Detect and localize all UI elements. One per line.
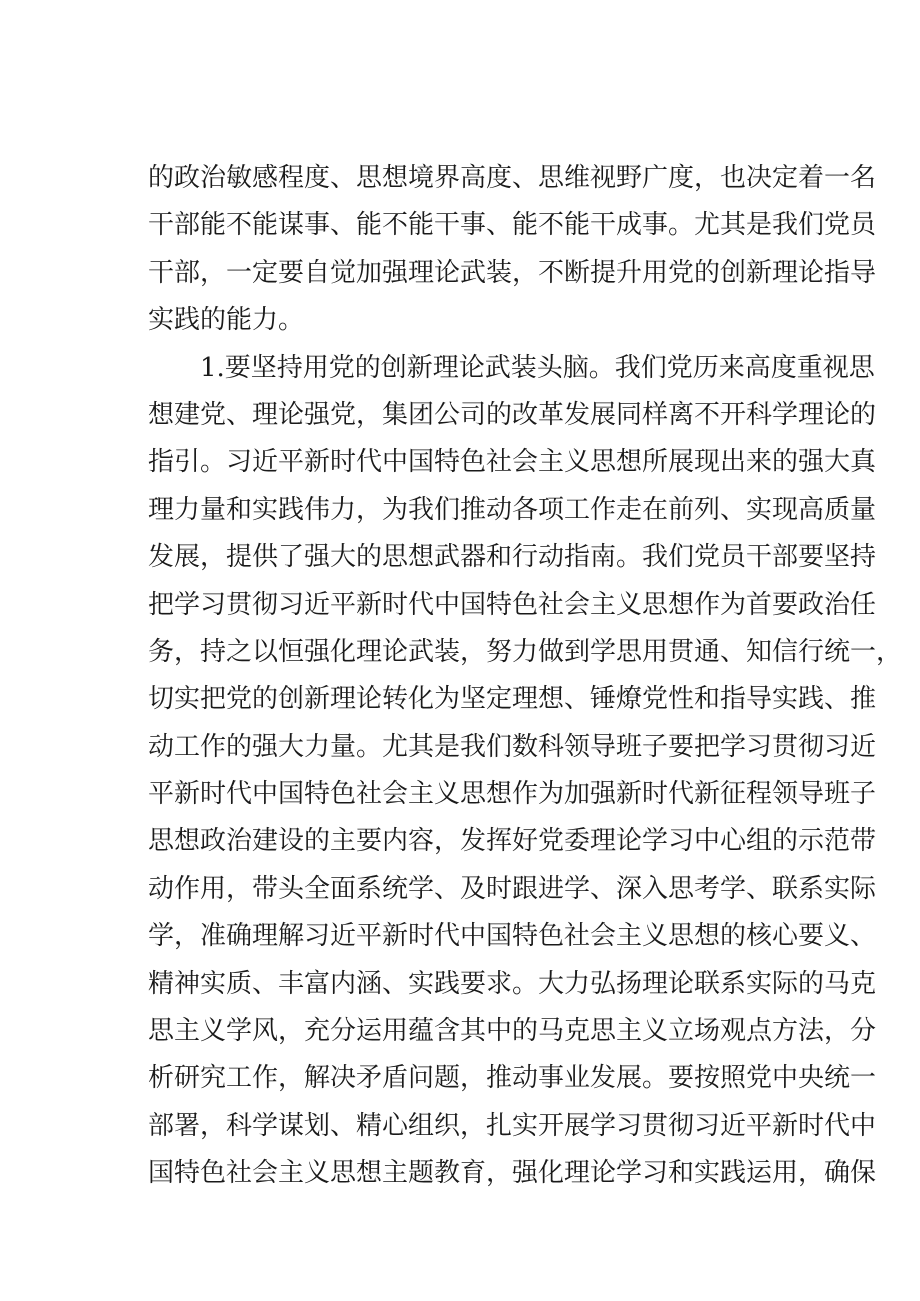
- text-line: 部署，科学谋划、精心组织，扎实开展学习贯彻习近平新时代中: [148, 1110, 877, 1141]
- text-line: 动作用，带头全面系统学、及时跟进学、深入思考学、联系实际: [148, 873, 877, 904]
- paragraph-continuation: [148, 155, 877, 345]
- text-line: 平新时代中国特色社会主义思想作为加强新时代新征程领导班子: [148, 779, 877, 810]
- body-text: [148, 155, 903, 1198]
- text-line: 干部，一定要自觉加强理论武装，不断提升用党的创新理论指导: [148, 257, 877, 288]
- text-line: 把学习贯彻习近平新时代中国特色社会主义思想作为首要政治任: [148, 589, 877, 620]
- text-line: 指引。习近平新时代中国特色社会主义思想所展现出来的强大真: [148, 447, 877, 478]
- text-line: 精神实质、丰富内涵、实践要求。大力弘扬理论联系实际的马克: [148, 968, 877, 999]
- text-line: 发展，提供了强大的思想武器和行动指南。我们党员干部要坚持: [148, 542, 877, 573]
- text-line: 切实把党的创新理论转化为坚定理想、锤燎党性和指导实践、推: [148, 684, 877, 715]
- text-line: 想建党、理论强党，集团公司的改革发展同样离不开科学理论的: [148, 399, 877, 430]
- paragraph-section-1: [148, 345, 903, 1198]
- text-line: 理力量和实践伟力，为我们推动各项工作走在前列、实现高质量: [148, 494, 877, 525]
- text-line: 实践的能力。: [148, 305, 305, 336]
- text-line: 务，持之以恒强化理论武装，努力做到学思用贯通、知信行统一，: [148, 636, 903, 667]
- text-line: 干部能不能谋事、能不能干事、能不能干成事。尤其是我们党员: [148, 210, 877, 241]
- text-line: 国特色社会主义思想主题教育，强化理论学习和实践运用，确保: [148, 1158, 877, 1189]
- text-line: 学，准确理解习近平新时代中国特色社会主义思想的核心要义、: [148, 921, 877, 952]
- text-line: 思想政治建设的主要内容，发挥好党委理论学习中心组的示范带: [148, 826, 877, 857]
- text-line: 的政治敏感程度、思想境界高度、思维视野广度，也决定着一名: [148, 163, 877, 193]
- text-line: 动工作的强大力量。尤其是我们数科领导班子要把学习贯彻习近: [148, 731, 877, 762]
- text-line: 析研究工作，解决矛盾问题，推动事业发展。要按照党中央统一: [148, 1063, 877, 1094]
- text-line-heading: 1.要坚持用党的创新理论武装头脑。我们党历来高度重视思: [200, 352, 875, 383]
- text-line: 思主义学风，充分运用蕴含其中的马克思主义立场观点方法，分: [148, 1016, 877, 1047]
